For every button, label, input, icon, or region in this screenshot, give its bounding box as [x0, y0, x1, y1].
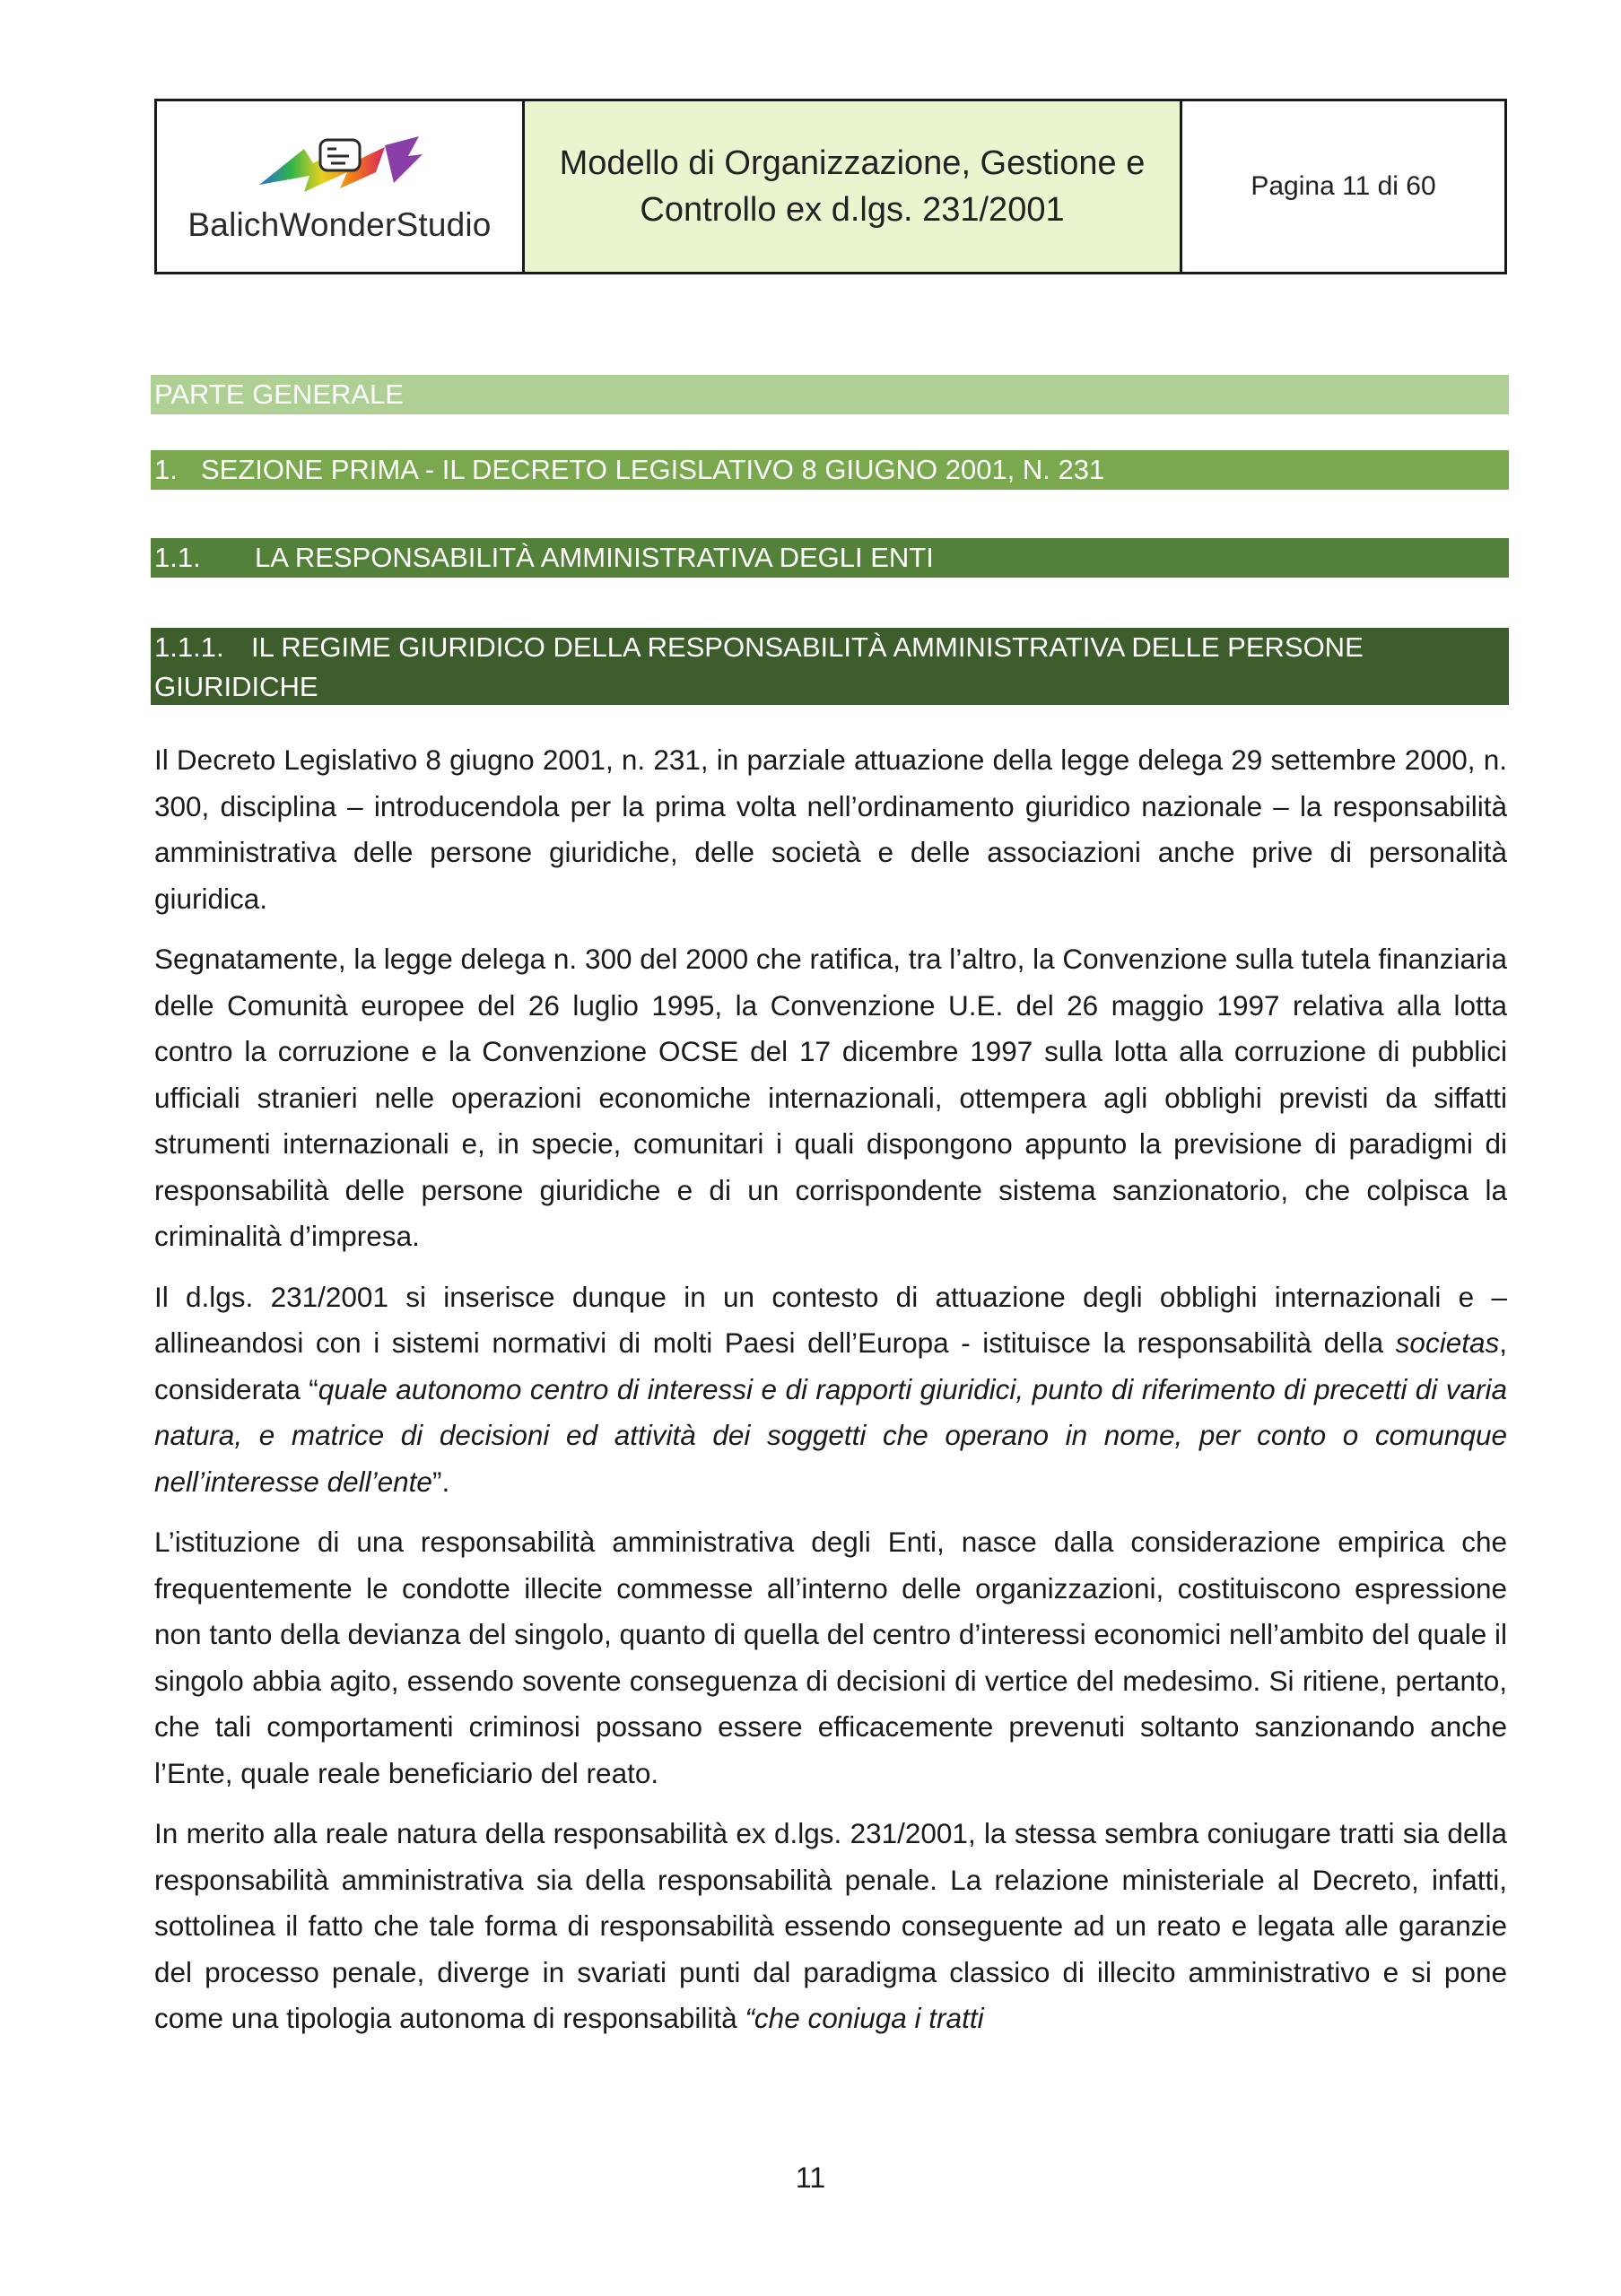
paragraph-3: [154, 1274, 1507, 1506]
paragraph-3-text-c: , considerata “: [154, 1326, 1507, 1405]
heading-parte-generale: [151, 375, 1509, 414]
heading-section-1-1-1: [151, 628, 1509, 705]
page-indicator: Pagina 11 di 60: [1251, 171, 1436, 201]
heading-text: SEZIONE PRIMA - IL DECRETO LEGISLATIVO 8 GIUGNO 2001, N. 231: [201, 454, 1105, 485]
logo-text: BalichWonderStudio: [187, 206, 492, 243]
heading-text: PARTE GENERALE: [154, 378, 404, 410]
paragraph-3-text-a: Il d.lgs. 231/2001 si inserisce dunque in un contesto di attuazione degli obblighi internazionali e – allineandosi con i sistemi normativi di molti Paesi dell’Europa - istituisce la responsabilità della: [154, 1280, 1507, 1359]
page-indicator-cell: [1182, 101, 1504, 272]
document-title-line-1: Modello di Organizzazione, Gestione e: [559, 144, 1146, 182]
heading-text-line-1: IL REGIME GIURIDICO DELLA RESPONSABILITÀ AMMINISTRATIVA DELLE PERSONE: [251, 631, 1364, 663]
heading-text: LA RESPONSABILITÀ AMMINISTRATIVA DEGLI ENTI: [255, 542, 934, 573]
document-body: [154, 737, 1507, 2057]
paragraph-1: Il Decreto Legislativo 8 giugno 2001, n. 231, in parziale attuazione della legge delega 29 settembre 2000, n. 300, disciplina – introducendola per la prima volta nell’ordinamento giuridico nazionale – la responsabilità amministrativa delle persone giuridiche, delle società e delle associazioni anche prive di personalità giuridica.: [154, 744, 1507, 915]
paragraph-3-italic-societas: societas: [1395, 1326, 1500, 1359]
paragraph-5-italic-quote: “che coniuga i tratti: [745, 2002, 984, 2034]
heading-text-line-2: GIURIDICHE: [154, 671, 318, 702]
heading-number: 1.1.1.: [154, 631, 224, 663]
document-title-line-2: Controllo ex d.lgs. 231/2001: [640, 191, 1065, 229]
logo-cell: [157, 101, 525, 272]
paragraph-4: L’istituzione di una responsabilità amministrativa degli Enti, nasce dalla considerazione empirica che frequentemente le condotte illecite commesse all’interno delle organizzazioni, costituiscono espressione non tanto della devianza del singolo, quanto di quella del centro d’interessi economici nell’ambito del quale il singolo abbia agito, essendo sovente conseguenza di decisioni di vertice del medesimo. Si ritiene, pertanto, che tali comportamenti criminosi possano essere efficacemente prevenuti soltanto sanzionando anche l’Ente, quale reale beneficiario del reato.: [154, 1526, 1507, 1789]
paragraph-2: Segnatamente, la legge delega n. 300 del 2000 che ratifica, tra l’altro, la Convenzione sulla tutela finanziaria delle Comunità europee del 26 luglio 1995, la Convenzione U.E. del 26 maggio 1997 relativa alla lotta contro la corruzione e la Convenzione OCSE del 17 dicembre 1997 sulla lotta alla corruzione di pubblici ufficiali stranieri nelle operazioni economiche internazionali, ottempera agli obblighi previsti da siffatti strumenti internazionali e, in specie, comunitari i quali dispongono appunto la previsione di paradigmi di responsabilità delle persone giuridiche e di un corrispondente sistema sanzionatorio, che colpisca la criminalità d’impresa.: [154, 943, 1507, 1252]
heading-number: 1.: [154, 454, 178, 485]
company-logo-icon: [250, 129, 430, 201]
heading-section-1: [151, 450, 1509, 490]
document-header: [154, 99, 1507, 274]
paragraph-5: [154, 1811, 1507, 2042]
paragraph-3-italic-quote: quale autonomo centro di interessi e di rapporti giuridici, punto di riferimento di precetti di varia natura, e matrice di decisioni ed attività dei soggetti che operano in nome, per conto o comunque nell’interesse dell’ente: [154, 1372, 1507, 1498]
document-title-cell: [525, 101, 1182, 272]
paragraph-5-text-a: In merito alla reale natura della responsabilità ex d.lgs. 231/2001, la stessa sembra coniugare tratti sia della responsabilità amministrativa sia della responsabilità penale. La relazione ministeriale al Decreto, infatti, sottolinea il fatto che tale forma di responsabilità essendo conseguente ad un reato e legata alle garanzie del processo penale, diverge in svariati punti dal paradigma classico di illecito amministrativo e si pone come una tipologia autonoma di responsabilità: [154, 1817, 1507, 2034]
heading-number: 1.1.: [154, 542, 201, 573]
paragraph-3-text-e: ”.: [431, 1465, 450, 1498]
heading-section-1-1: [151, 538, 1509, 578]
page-number-footer: 11: [795, 2161, 826, 2194]
